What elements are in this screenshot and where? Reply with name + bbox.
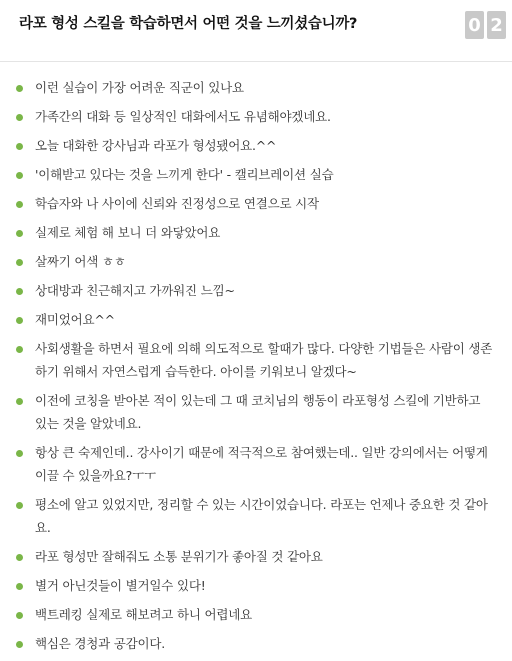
bullet-icon <box>16 317 23 324</box>
response-item <box>0 545 512 568</box>
response-text: 별거 아닌것들이 별거일수 있다! <box>35 578 206 593</box>
bullet-icon <box>16 85 23 92</box>
response-text: 라포 형성만 잘해줘도 소통 분위기가 좋아질 것 같아요 <box>35 549 323 564</box>
response-counter <box>465 11 506 39</box>
counter-digit: 2 <box>487 11 506 39</box>
response-item <box>0 76 512 99</box>
bullet-icon <box>16 346 23 353</box>
response-text: 학습자와 나 사이에 신뢰와 진정성으로 연결으로 시작 <box>35 196 319 211</box>
response-text: 이전에 코칭을 받아본 적이 있는데 그 때 코치님의 행동이 라포형성 스킬에 기반하고 있는 것을 알았네요. <box>35 393 481 431</box>
response-text: 가족간의 대화 등 일상적인 대화에서도 유념해야겠네요. <box>35 109 331 124</box>
bullet-icon <box>16 201 23 208</box>
response-text: 백트레킹 실제로 해보려고 하니 어렵네요 <box>35 607 252 622</box>
response-item <box>0 192 512 215</box>
response-item <box>0 279 512 302</box>
response-item <box>0 105 512 128</box>
response-text: 항상 큰 숙제인데.. 강사이기 때문에 적극적으로 참여했는데.. 일반 강의에서는 어떻게 이끌 수 있을까요?ㅜㅜ <box>35 445 488 483</box>
bullet-icon <box>16 230 23 237</box>
response-text: 살짜기 어색 ㅎㅎ <box>35 254 126 269</box>
response-item <box>0 337 512 383</box>
bullet-icon <box>16 288 23 295</box>
bullet-icon <box>16 583 23 590</box>
response-item <box>0 250 512 273</box>
response-item <box>0 163 512 186</box>
response-text: '이해받고 있다는 것을 느끼게 한다' - 캘리브레이션 실습 <box>35 167 334 182</box>
response-item <box>0 632 512 655</box>
response-item <box>0 308 512 331</box>
response-text: 실제로 체험 해 보니 더 와닿았어요 <box>35 225 221 240</box>
bullet-icon <box>16 502 23 509</box>
bullet-icon <box>16 450 23 457</box>
response-item <box>0 603 512 626</box>
response-text: 재미었어요^^ <box>35 312 115 327</box>
response-list <box>0 76 512 661</box>
counter-digit: 0 <box>465 11 484 39</box>
response-item <box>0 574 512 597</box>
response-item <box>0 493 512 539</box>
bullet-icon <box>16 641 23 648</box>
response-text: 평소에 알고 있었지만, 정리할 수 있는 시간이었습니다. 라포는 언제나 중요한 것 같아요. <box>35 497 488 535</box>
response-text: 핵심은 경청과 공감이다. <box>35 636 166 651</box>
bullet-icon <box>16 172 23 179</box>
question-header <box>0 0 512 62</box>
response-text: 상대방과 친근해지고 가까워진 느낌~ <box>35 283 235 298</box>
bullet-icon <box>16 143 23 150</box>
question-title: 라포 형성 스킬을 학습하면서 어떤 것을 느끼셨습니까? <box>19 16 358 32</box>
bullet-icon <box>16 554 23 561</box>
bullet-icon <box>16 114 23 121</box>
response-text: 사회생활을 하면서 필요에 의해 의도적으로 할때가 많다. 다양한 기법들은 사람이 생존하기 위해서 자연스럽게 습득한다. 아이를 키워보니 알겠다~ <box>35 341 493 379</box>
response-text: 오늘 대화한 강사님과 라포가 형성됐어요.^^ <box>35 138 277 153</box>
bullet-icon <box>16 612 23 619</box>
response-item <box>0 134 512 157</box>
response-text: 이런 실습이 가장 어려운 직군이 있나요 <box>35 80 244 95</box>
bullet-icon <box>16 398 23 405</box>
response-item <box>0 441 512 487</box>
response-item <box>0 389 512 435</box>
bullet-icon <box>16 259 23 266</box>
response-item <box>0 221 512 244</box>
